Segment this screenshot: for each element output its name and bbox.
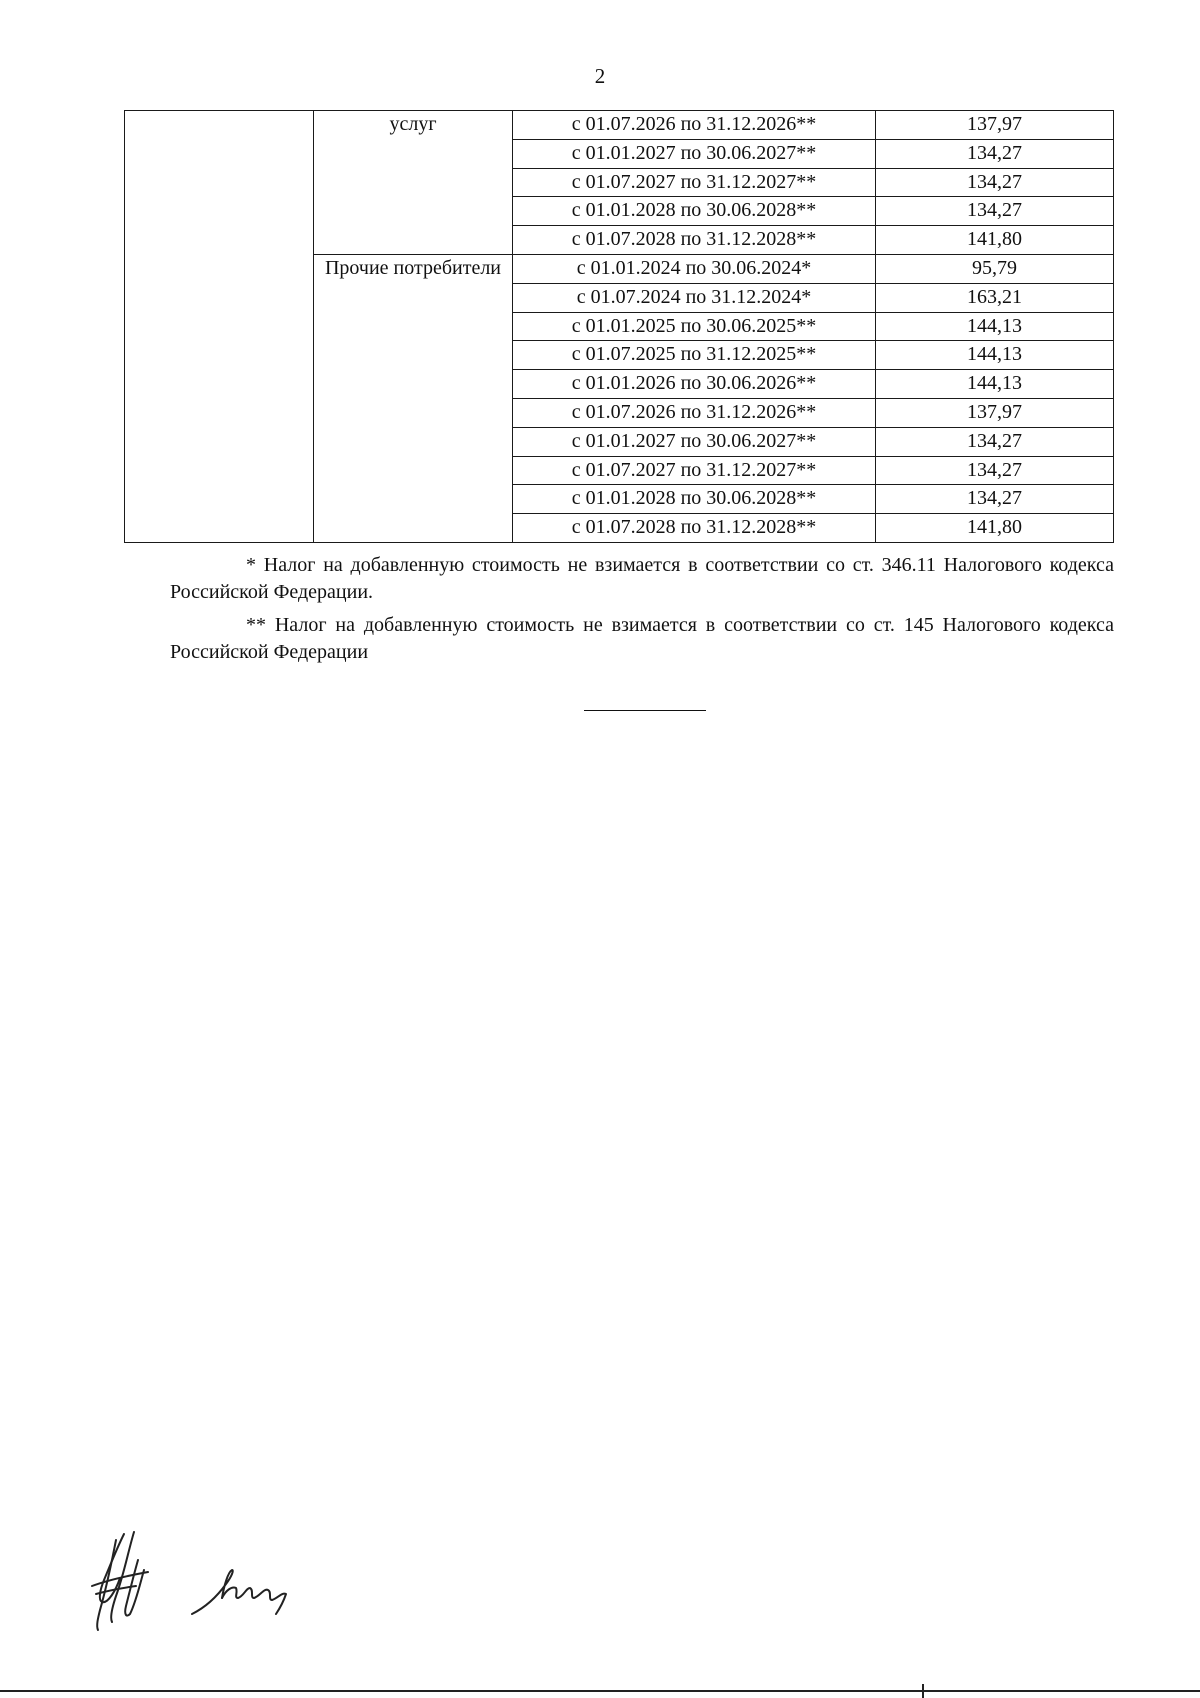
table-cell-blank xyxy=(125,111,314,543)
period-cell: с 01.01.2027 по 30.06.2027** xyxy=(513,139,876,168)
page-number: 2 xyxy=(594,64,606,88)
value-cell: 134,27 xyxy=(876,456,1114,485)
end-separator-line xyxy=(584,710,706,711)
value-cell: 134,27 xyxy=(876,427,1114,456)
footnotes xyxy=(170,552,1114,672)
footnote-single-star: * Налог на добавленную стоимость не взимается в соответствии со ст. 346.11 Налогового кодекса Российской Федерации. xyxy=(170,554,1114,603)
value-cell: 134,27 xyxy=(876,485,1114,514)
category-label: услуг xyxy=(389,113,437,135)
value-cell: 141,80 xyxy=(876,226,1114,255)
period-cell: с 01.07.2024 по 31.12.2024* xyxy=(513,283,876,312)
period-cell: с 01.07.2028 по 31.12.2028** xyxy=(513,226,876,255)
value-cell: 144,13 xyxy=(876,370,1114,399)
category-cell xyxy=(314,111,513,255)
table-row xyxy=(125,111,1114,140)
period-cell: с 01.01.2027 по 30.06.2027** xyxy=(513,427,876,456)
value-cell: 163,21 xyxy=(876,283,1114,312)
category-label: Прочие потребители xyxy=(324,256,502,279)
period-cell: с 01.01.2024 по 30.06.2024* xyxy=(513,254,876,283)
value-cell: 137,97 xyxy=(876,398,1114,427)
value-cell: 137,97 xyxy=(876,111,1114,140)
value-cell: 134,27 xyxy=(876,139,1114,168)
period-cell: с 01.07.2027 по 31.12.2027** xyxy=(513,168,876,197)
value-cell: 144,13 xyxy=(876,312,1114,341)
category-cell xyxy=(314,254,513,542)
period-cell: с 01.07.2025 по 31.12.2025** xyxy=(513,341,876,370)
value-cell: 95,79 xyxy=(876,254,1114,283)
page-bottom-tick xyxy=(922,1684,924,1698)
handwritten-signature xyxy=(86,1530,316,1640)
value-cell: 144,13 xyxy=(876,341,1114,370)
period-cell: с 01.07.2026 по 31.12.2026** xyxy=(513,398,876,427)
period-cell: с 01.01.2026 по 30.06.2026** xyxy=(513,370,876,399)
period-cell: с 01.07.2026 по 31.12.2026** xyxy=(513,111,876,140)
value-cell: 134,27 xyxy=(876,168,1114,197)
value-cell: 134,27 xyxy=(876,197,1114,226)
page-bottom-border xyxy=(0,1690,1200,1692)
period-cell: с 01.07.2028 по 31.12.2028** xyxy=(513,514,876,543)
footnote-double-star: ** Налог на добавленную стоимость не взимается в соответствии со ст. 145 Налогового кодекса Российской Федерации xyxy=(170,614,1114,663)
period-cell: с 01.01.2028 по 30.06.2028** xyxy=(513,197,876,226)
period-cell: с 01.01.2025 по 30.06.2025** xyxy=(513,312,876,341)
period-cell: с 01.07.2027 по 31.12.2027** xyxy=(513,456,876,485)
value-cell: 141,80 xyxy=(876,514,1114,543)
tariff-table xyxy=(124,110,1114,543)
period-cell: с 01.01.2028 по 30.06.2028** xyxy=(513,485,876,514)
